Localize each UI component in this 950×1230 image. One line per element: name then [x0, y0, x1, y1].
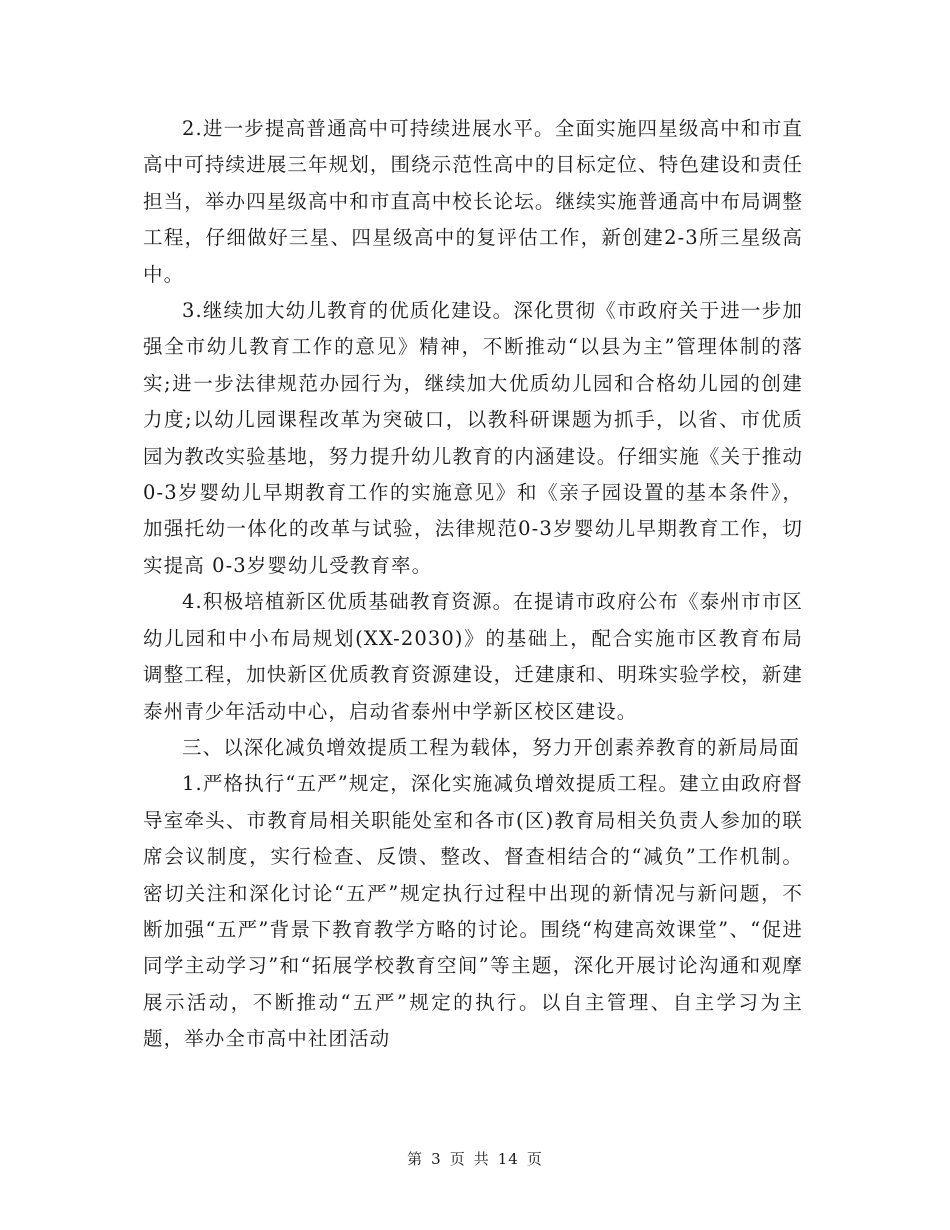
total-pages-number: 14	[497, 1150, 519, 1168]
paragraph-item-2-high-school: 2.进一步提高普通高中可持续进展水平。全面实施四星级高中和市直高中可持续进展三年规划，围绕示范性高中的目标定位、特色建设和责任担当，举办四星级高中和市直高中校长论坛。继续实施普通高中布局调整工程，仔细做好三星、四星级高中的复评估工作，新创建2-3所三星级高中。	[143, 117, 803, 286]
document-body	[143, 111, 803, 1058]
page-label-suffix: 页	[526, 1150, 543, 1168]
paragraph-item-1-five-strict: 1.严格执行“五严”规定，深化实施减负增效提质工程。建立由政府督导室牵头、市教育局相关职能处室和各市(区)教育局相关负责人参加的联席会议制度，实行检查、反馈、整改、督查相结合的“减负”工作机制。密切关注和深化讨论“五严”规定执行过程中出现的新情况与新问题，不断加强“五严”背景下教育教学方略的讨论。围绕“构建高效课堂”、“促进同学主动学习”和“拓展学校教育空间”等主题，深化开展讨论沟通和观摩展示活动，不断推动“五严”规定的执行。以自主管理、自主学习为主题，举办全市高中社团活动	[143, 772, 803, 1051]
paragraph-item-3-preschool: 3.继续加大幼儿教育的优质化建设。深化贯彻《市政府关于进一步加强全市幼儿教育工作的意见》精神，不断推动“以县为主”管理体制的落实;进一步法律规范办园行为，继续加大优质幼儿园和合格幼儿园的创建力度;以幼儿园课程改革为突破口，以教科研课题为抓手，以省、市优质园为教改实验基地，努力提升幼儿教育的内涵建设。仔细实施《关于推动0-3岁婴幼儿早期教育工作的实施意见》和《亲子园设置的基本条件》，加强托幼一体化的改革与试验，法律规范0-3岁婴幼儿早期教育工作，切实提高 0-3岁婴幼儿受教育率。	[143, 299, 803, 577]
page-label-total-prefix: 共	[473, 1150, 490, 1168]
paragraph-item-4-new-district: 4.积极培植新区优质基础教育资源。在提请市政府公布《泰州市市区幼儿园和中小布局规划(XX-2030)》的基础上，配合实施市区教育布局调整工程，加快新区优质教育资源建设，迁建康和、明珠实验学校，新建泰州青少年活动中心，启动省泰州中学新区校区建设。	[143, 590, 803, 723]
page-label-prefix: 第	[407, 1150, 424, 1168]
section-heading-three: 三、以深化减负增效提质工程为载体，努力开创素养教育的新局局面	[182, 735, 801, 759]
current-page-number: 3	[431, 1150, 442, 1168]
page-footer	[0, 1148, 950, 1169]
page-label-mid: 页	[449, 1150, 466, 1168]
